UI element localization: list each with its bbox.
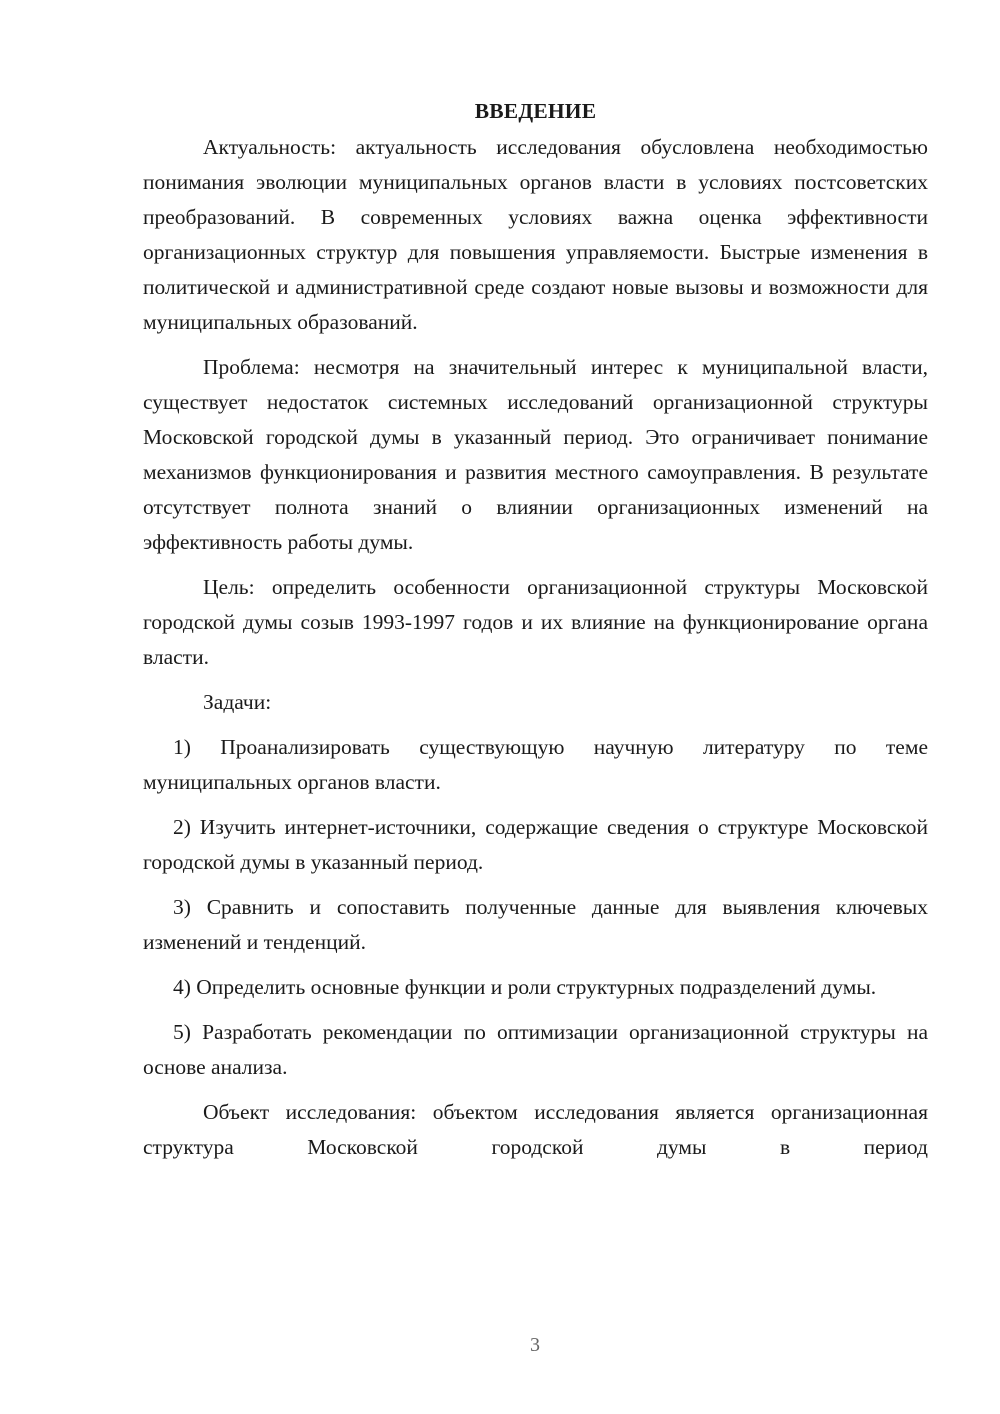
task-item-1: 1) Проанализировать существующую научную литературу по теме муниципальных органов власти. xyxy=(143,735,928,794)
page-content xyxy=(143,96,928,1165)
section-title: ВВЕДЕНИЕ xyxy=(474,99,597,123)
task-item-3: 3) Сравнить и сопоставить полученные данные для выявления ключевых изменений и тенденций. xyxy=(143,895,928,954)
paragraph-problem: Проблема: несмотря на значительный интерес к муниципальной власти, существует недостаток системных исследований организационной структуры Московской городской думы в указанный период. Это ограничивает понимание механизмов функционирования и развития местного самоуправления. В результате отсутствует полнота знаний о влиянии организационных изменений на эффективность работы думы. xyxy=(143,355,928,554)
page-number: 3 xyxy=(530,1334,540,1356)
paragraph-relevance: Актуальность: актуальность исследования обусловлена необходимостью понимания эволюции муниципальных органов власти в условиях постсоветских преобразований. В современных условиях важна оценка эффективности организационных структур для повышения управляемости. Быстрые изменения в политической и административной среде создают новые вызовы и возможности для муниципальных образований. xyxy=(143,135,928,334)
task-item-2: 2) Изучить интернет-источники, содержащие сведения о структуре Московской городской думы в указанный период. xyxy=(143,815,928,874)
task-item-4: 4) Определить основные функции и роли структурных подразделений думы. xyxy=(173,975,877,999)
paragraph-object: Объект исследования: объектом исследования является организационная структура Московской городской думы в период xyxy=(143,1100,928,1159)
tasks-heading: Задачи: xyxy=(203,690,272,714)
paragraph-goal: Цель: определить особенности организационной структуры Московской городской думы созыв 1993-1997 годов и их влияние на функционирование органа власти. xyxy=(143,575,928,669)
task-item-5: 5) Разработать рекомендации по оптимизации организационной структуры на основе анализа. xyxy=(143,1020,928,1079)
